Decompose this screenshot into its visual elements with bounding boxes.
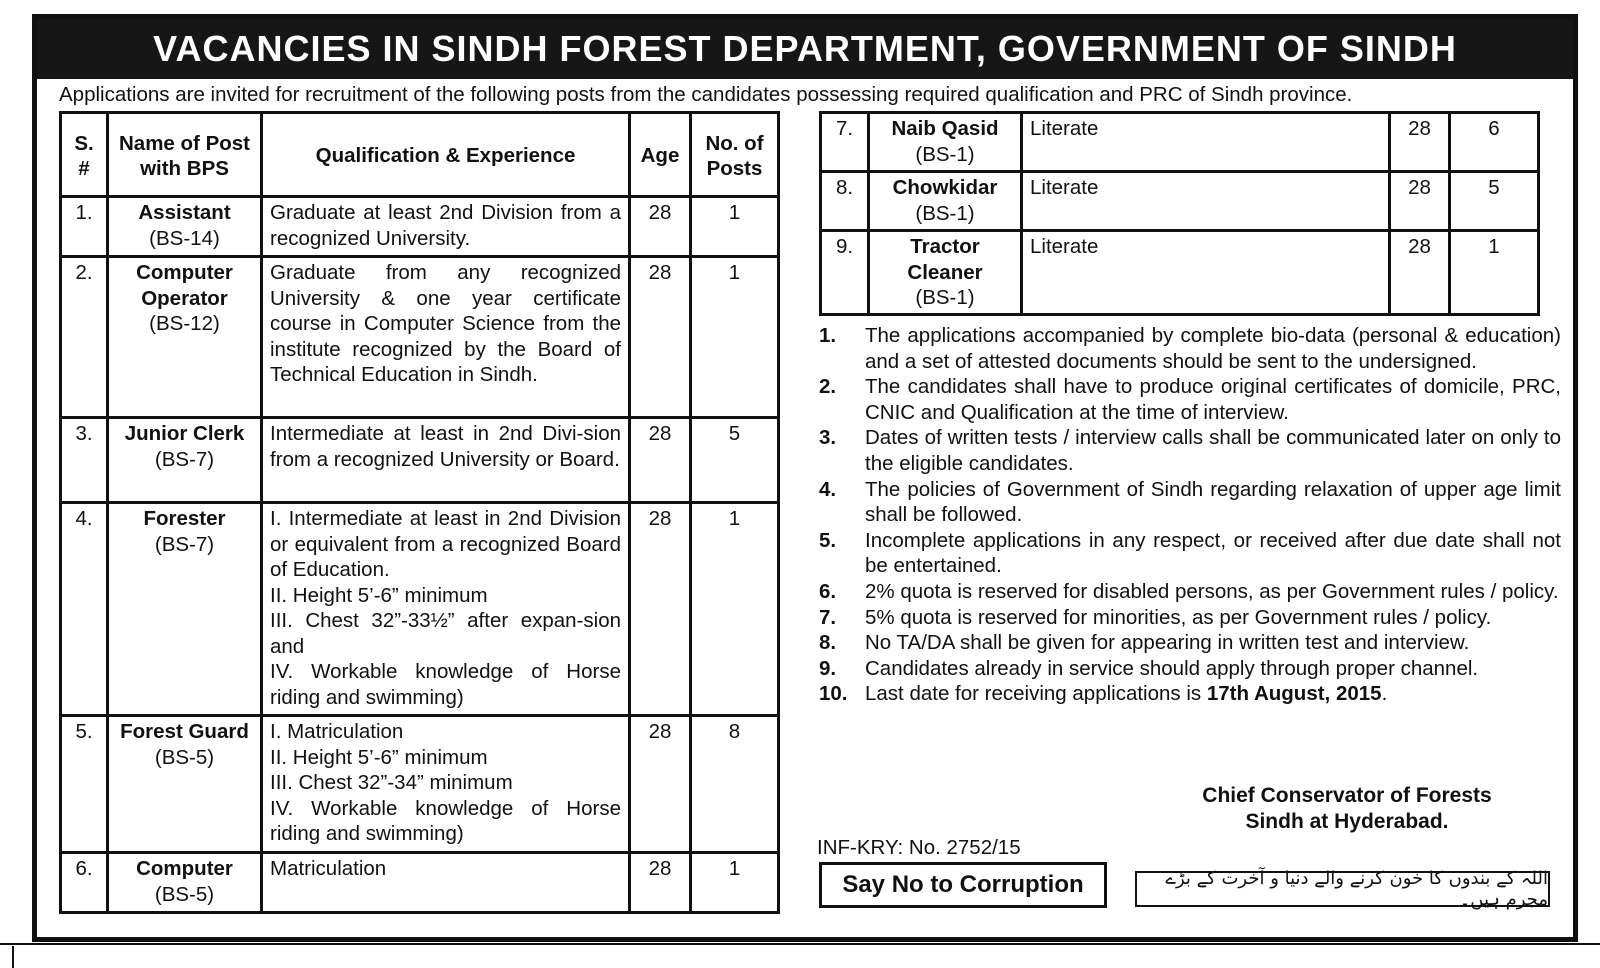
- list-item: [819, 605, 1561, 631]
- row-age: 28: [630, 503, 691, 716]
- row-qualification: Graduate at least 2nd Division from a recognized University.: [262, 197, 630, 257]
- row-age: 28: [1390, 172, 1450, 231]
- header-sno: S. #: [61, 113, 108, 197]
- note-number: 9.: [819, 656, 837, 680]
- row-count: 1: [691, 257, 779, 418]
- post-name: Assistant: [138, 201, 231, 224]
- table-row: [61, 716, 779, 853]
- note-number: 2.: [819, 375, 837, 399]
- qualification-line: I. Matriculation: [270, 720, 404, 743]
- note-number: 6.: [819, 579, 837, 603]
- note-number: 8.: [819, 631, 837, 655]
- row-post: [108, 418, 262, 503]
- row-post: [869, 113, 1022, 172]
- post-bps: (BS-1): [915, 286, 975, 309]
- note-text: 2% quota is reserved for disabled persons, as per Government rules / policy.: [865, 579, 1559, 603]
- note-text: Candidates already in service should apply through proper channel.: [865, 656, 1479, 680]
- row-sno: 7.: [821, 113, 869, 172]
- page-title: VACANCIES IN SINDH FOREST DEPARTMENT, GOVERNMENT OF SINDH: [37, 19, 1573, 79]
- row-qualification: Literate: [1022, 231, 1390, 315]
- list-item: [819, 323, 1561, 374]
- list-item: [819, 630, 1561, 656]
- instructions-list: [819, 323, 1561, 707]
- note-text: Last date for receiving applications is: [865, 682, 1202, 706]
- post-bps: (BS-14): [149, 226, 220, 250]
- intro-text: Applications are invited for recruitment of the following posts from the candidates possessing required qualification and PRC of Sindh province.: [59, 83, 1353, 106]
- post-name: Junior Clerk: [124, 422, 245, 445]
- row-count: 8: [691, 716, 779, 853]
- row-qualification: Intermediate at least in 2nd Divi-sion from a recognized University or Board.: [262, 418, 630, 503]
- signatory-title: Chief Conservator of Forests: [1202, 784, 1492, 807]
- note-text: The applications accompanied by complete bio-data (personal & education) and a set of attested documents should be sent to the undersigned.: [865, 324, 1561, 373]
- note-text: 5% quota is reserved for minorities, as per Government rules / policy.: [865, 605, 1492, 629]
- qualification-line: III. Chest 32”-33½” after expan-sion and: [270, 609, 621, 658]
- qualification-line: IV. Workable knowledge of Horse riding and swimming): [270, 660, 621, 709]
- header-posts: No. of Posts: [691, 113, 779, 197]
- row-sno: 3.: [61, 418, 108, 503]
- table-row: [61, 853, 779, 913]
- list-item: [819, 425, 1561, 476]
- post-name: Chowkidar: [892, 176, 998, 199]
- table-row: [821, 231, 1539, 315]
- note-tail: .: [1381, 682, 1388, 706]
- post-name: Forester: [143, 507, 226, 530]
- list-item: [819, 374, 1561, 425]
- row-count: 6: [1450, 113, 1539, 172]
- note-number: 1.: [819, 324, 837, 347]
- row-sno: 8.: [821, 172, 869, 231]
- note-text: Dates of written tests / interview calls shall be communicated later on only to the eligible candidates.: [865, 426, 1561, 475]
- row-sno: 5.: [61, 716, 108, 853]
- qualification-line: III. Chest 32”-34” minimum: [270, 771, 513, 794]
- row-count: 1: [1450, 231, 1539, 315]
- table-header-row: [61, 113, 779, 197]
- qualification-line: II. Height 5’-6” minimum: [270, 583, 488, 607]
- row-count: 5: [1450, 172, 1539, 231]
- deadline-date: 17th August, 2015: [1206, 682, 1382, 706]
- signatory-location: Sindh at Hyderabad.: [1245, 810, 1449, 833]
- post-name: Computer Operator: [136, 261, 233, 310]
- row-post: [108, 257, 262, 418]
- urdu-slogan: اللہ کے بندوں کا خون کرنے والے دنیا و آخرت کے بڑے مجرم ہیں۔: [1135, 871, 1550, 907]
- row-sno: 9.: [821, 231, 869, 315]
- table-row: [61, 197, 779, 257]
- post-bps: (BS-1): [915, 142, 975, 166]
- note-number: 4.: [819, 477, 837, 501]
- row-sno: 1.: [61, 197, 108, 257]
- list-item: [819, 681, 1561, 707]
- row-count: 5: [691, 418, 779, 503]
- row-age: 28: [630, 716, 691, 853]
- row-age: 28: [1390, 113, 1450, 172]
- list-item: [819, 477, 1561, 528]
- row-post: [108, 197, 262, 257]
- note-text: Incomplete applications in any respect, or received after due date shall not be entertained.: [865, 528, 1561, 578]
- table-row: [61, 418, 779, 503]
- row-sno: 2.: [61, 257, 108, 418]
- post-name: Forest Guard: [120, 720, 249, 743]
- row-sno: 4.: [61, 503, 108, 716]
- list-item: [819, 656, 1561, 682]
- table-row: [61, 503, 779, 716]
- note-text: The policies of Government of Sindh regarding relaxation of upper age limit shall be followed.: [865, 477, 1561, 527]
- header-post: Name of Post with BPS: [108, 113, 262, 197]
- row-qualification: Matriculation: [262, 853, 630, 913]
- qualification-line: II. Height 5’-6” minimum: [270, 745, 488, 769]
- post-bps: (BS-1): [915, 201, 975, 225]
- row-count: 1: [691, 503, 779, 716]
- row-age: 28: [630, 418, 691, 503]
- row-post: [869, 172, 1022, 231]
- row-sno: 6.: [61, 853, 108, 913]
- row-age: 28: [630, 853, 691, 913]
- header-qualification: Qualification & Experience: [262, 113, 630, 197]
- post-name: Computer: [136, 857, 233, 880]
- row-count: 1: [691, 853, 779, 913]
- list-item: [819, 579, 1561, 605]
- row-post: [108, 853, 262, 913]
- row-post: [869, 231, 1022, 315]
- post-bps: (BS-12): [149, 312, 220, 335]
- note-text: The candidates shall have to produce original certificates of domicile, PRC, CNIC and Qualification at the time of interview.: [865, 375, 1561, 424]
- divider: [0, 943, 1600, 945]
- vacancy-table-left: [59, 111, 780, 914]
- advertisement-frame: [32, 14, 1578, 942]
- list-item: [819, 528, 1561, 579]
- note-text: No TA/DA shall be given for appearing in written test and interview.: [865, 631, 1470, 655]
- row-qualification: Literate: [1022, 113, 1390, 172]
- qualification-line: IV. Workable knowledge of Horse riding and swimming): [270, 796, 621, 845]
- post-name: Naib Qasid: [891, 117, 999, 140]
- post-bps: (BS-7): [154, 447, 215, 471]
- vacancy-table-right: [819, 111, 1540, 316]
- table-row: [821, 113, 1539, 172]
- post-bps: (BS-5): [154, 882, 215, 906]
- row-post: [108, 716, 262, 853]
- row-post: [108, 503, 262, 716]
- table-row: [61, 257, 779, 418]
- row-age: 28: [630, 257, 691, 418]
- row-qualification: Literate: [1022, 172, 1390, 231]
- row-qualification: [262, 716, 630, 853]
- note-number: 5.: [819, 528, 837, 552]
- row-qualification: Graduate from any recognized University & one year certificate course in Computer Science from the institute recognized by the Board of Technical Education in Sindh.: [262, 257, 630, 418]
- qualification-line: I. Intermediate at least in 2nd Division or equivalent from a recognized Board of Education.: [270, 507, 621, 581]
- anti-corruption-slogan: Say No to Corruption: [819, 862, 1107, 908]
- reference-number: INF-KRY: No. 2752/15: [817, 836, 1021, 859]
- note-number: 10.: [819, 682, 848, 706]
- row-count: 1: [691, 197, 779, 257]
- post-bps: (BS-5): [154, 745, 215, 769]
- post-bps: (BS-7): [154, 532, 215, 556]
- note-number: 3.: [819, 426, 837, 450]
- post-name: Tractor Cleaner: [907, 235, 983, 284]
- row-age: 28: [630, 197, 691, 257]
- header-age: Age: [630, 113, 691, 197]
- signatory-block: [1137, 783, 1557, 835]
- note-number: 7.: [819, 605, 837, 629]
- table-row: [821, 172, 1539, 231]
- divider: [12, 946, 14, 968]
- row-age: 28: [1390, 231, 1450, 315]
- row-qualification: [262, 503, 630, 716]
